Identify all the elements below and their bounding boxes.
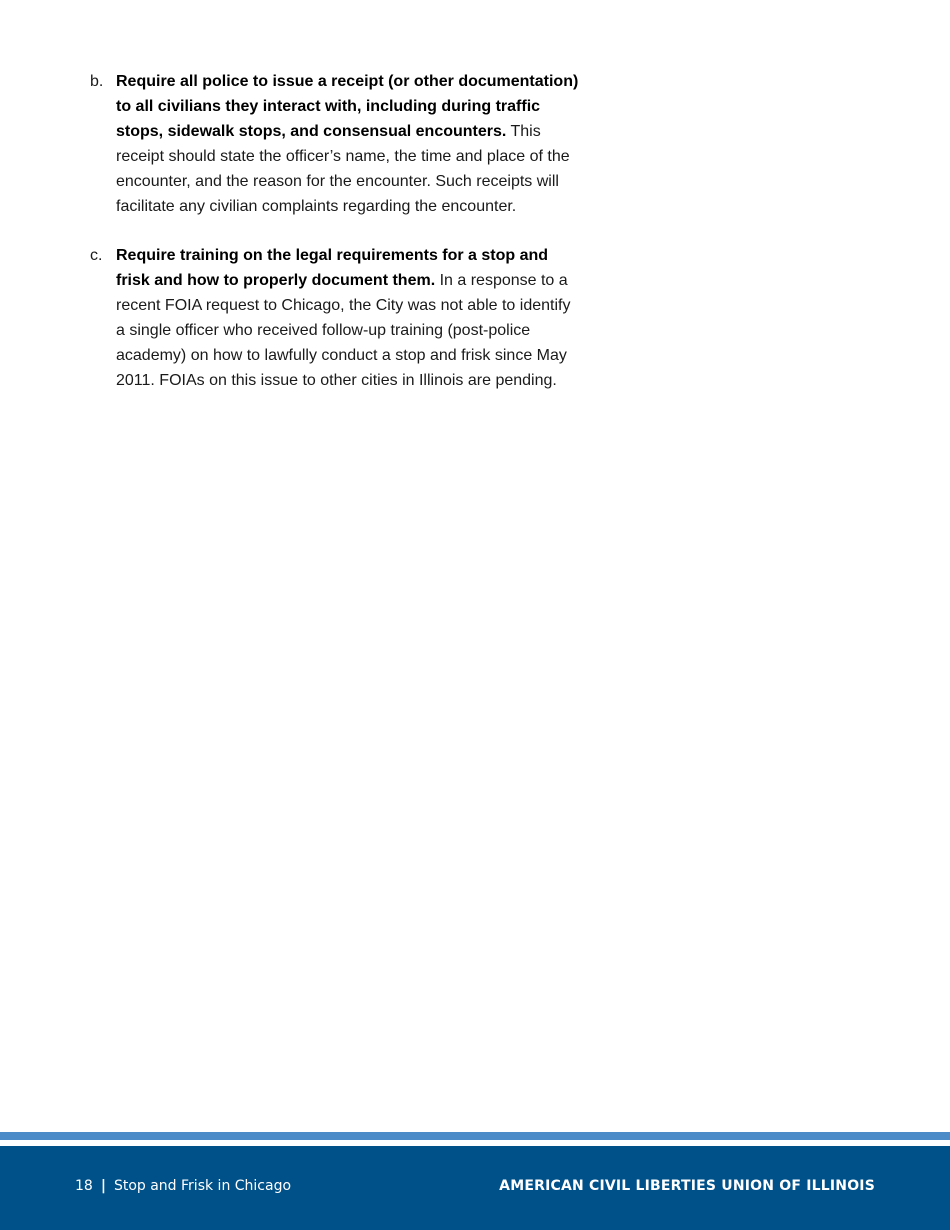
recommendation-heading: Require all police to issue a receipt (or other documentation) to all civilians they interact with, including during traffic stops, sidewalk stops, and consensual encounters. <box>116 73 579 140</box>
list-marker: b. <box>90 73 104 90</box>
recommendation-body: This receipt should state the officer’s name, the time and place of the encounter, and the reason for the encounter. Such receipts will facilitate any civilian complaints regarding the encounter. <box>116 122 570 215</box>
recommendation-text <box>116 244 580 393</box>
publication-title: Stop and Frisk in Chicago <box>113 1178 292 1194</box>
recommendation-item-c <box>90 244 580 393</box>
recommendation-body: In a response to a recent FOIA request to Chicago, the City was not able to identify a single officer who received follow-up training (post-police academy) on how to lawfully conduct a stop and frisk since May 2011. FOIAs on this issue to other cities in Illinois are pending. <box>116 272 571 389</box>
recommendation-heading: Require training on the legal requirements for a stop and frisk and how to properly document them. <box>116 247 549 290</box>
organization-name: AMERICAN CIVIL LIBERTIES UNION OF ILLINOIS <box>499 1178 875 1194</box>
recommendation-list <box>90 70 580 419</box>
page-number: 18 <box>75 1178 93 1194</box>
footer-stripe <box>0 1132 950 1140</box>
recommendation-text <box>116 70 580 219</box>
footer-page-info <box>75 1178 291 1194</box>
list-marker: c. <box>90 247 103 265</box>
footer-separator: | <box>100 1178 106 1194</box>
recommendation-item-b <box>90 70 580 219</box>
